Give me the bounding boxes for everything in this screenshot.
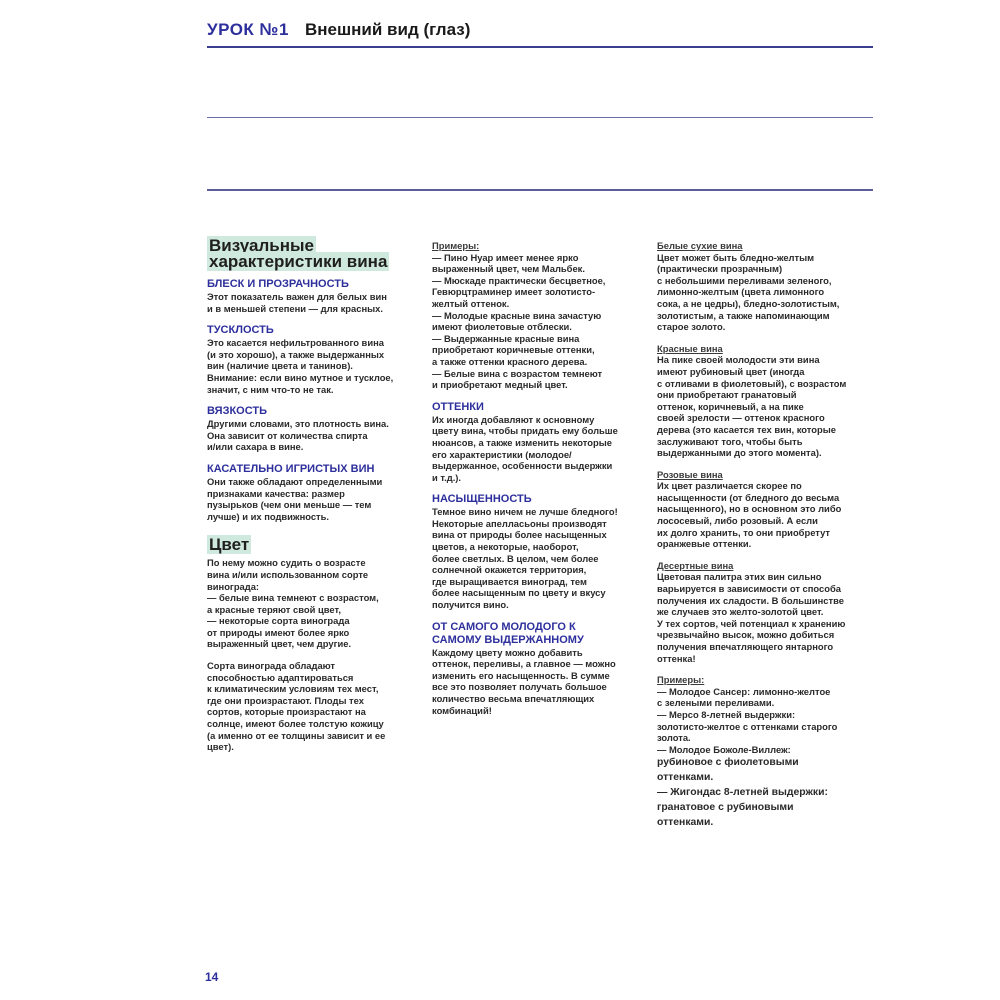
section-title-visual [207,238,417,270]
color-heading: Цвет [209,535,250,555]
paragraph-gloss: Этот показатель важен для белых вин и в меньшей степени — для красных. [207,291,387,314]
paragraph-red: На пике своей молодости эти вина имеют рубиновый цвет (иногда с отливами в фиолетовый), с возрастом они приобретают гранатовый оттенок, коричневый, а на пике своей зрелости — оттенок красного дерева (это касается тех вин, которые заслуживают того, чтобы быть выдержанными до этого момента). [657,354,847,459]
paragraph-dullness: Это касается нефильтрованного вина (и это хорошо), а также выдержанных вин (наличие цвета и танинов). Внимание: если вино мутное и тусклое, значит, с ним что-то не так. [207,337,394,395]
subheading-viscosity: ВЯЗКОСТЬ [207,405,268,418]
paragraph-sparkling: Они также обладают определенными признаками качества: размер пузырьков (чем они меньше — тем лучше) и их подвижность. [207,475,383,522]
subheading-red: Красные вина [657,342,723,354]
subheading-young-to-aged: ОТ САМОГО МОЛОДОГО К САМОМУ ВЫДЕРЖАННОМУ [432,620,584,646]
paragraph-white-dry: Цвет может быть бледно-желтым (практически прозрачным) с небольшими переливами зеленого, лимонно-желтым (цвета лимонного сока, а не цедры), бледно-золотистым, золотистым, а также напоминающим старое золото. [657,251,840,333]
paragraph-color: По нему можно судить о возрасте вина и/или использованном сорте винограда: — белые вина темнеют с возрастом, а красные теряют свой цвет, — некоторые сорта винограда от природы имеют более ярко выраженный цвет, чем другие. [207,557,379,650]
page-number: 14 [205,970,219,984]
examples-heading: Примеры: [432,240,480,251]
section-title-color [207,536,417,553]
paragraph-rose: Их цвет различается скорее по насыщенности (от бледного до весьма насыщенного), но в основном это либо лососевый, либо розовый. А если их долго хранить, то они приобретут оранжевые оттенки. [657,480,842,550]
subheading-tints: ОТТЕНКИ [432,400,484,413]
paragraph-viscosity: Другими словами, это плотность вина. Она зависит от количества спирта и/или сахара в вине. [207,418,389,453]
lesson-title: Внешний вид (глаз) [305,20,471,39]
examples-list-right: — Молодое Сансер: лимонно-желтое с зелеными переливами. — Мерсо 8-летней выдержки: золотисто-желтое с оттенками старого золота. — Молодое Божоле-Виллеж: [657,685,838,755]
column-left [207,238,417,753]
paragraph-tints: Их иногда добавляют к основному цвету вина, чтобы придать ему больше нюансов, а также изменить некоторые его характеристики (молодое/ выдержанное, особенности выдержки и т.д.). [432,413,618,483]
paragraph-dessert: Цветовая палитра этих вин сильно варьируется в зависимости от способа получения их сладости. В большинстве же случаев это желто-золотой цвет. У тех сортов, чей потенциал к хранению чрезвычайно высок, можно добиться получения впечатляющего янтарного оттенка! [657,571,846,664]
note-line-1 [207,117,873,118]
examples-list: — Пино Нуар имеет менее ярко выраженный цвет, чем Мальбек. — Мюскаде практически бесцветное, Гевюрцтраминер имеет золотисто- желтый оттенок. — Молодые красные вина зачастую имеют фиолетовые отблески. — Выдержанные красные вина приобретают коричневые оттенки, а также оттенки красного дерева. — Белые вина с возрастом темнеют и приобретают медный цвет. [432,251,606,391]
subheading-white-dry: Белые сухие вина [657,240,743,251]
examples-list-right-continued: рубиновое с фиолетовыми оттенками. — Жигондас 8-летней выдержки: гранатовое с рубиновыми оттенками. [657,757,828,829]
subheading-rose: Розовые вина [657,468,723,480]
paragraph-saturation: Темное вино ничем не лучше бледного! Некоторые апелласьоны производят вина от природы более насыщенных цветов, а некоторые, наоборот, более светлых. В целом, чем более солнечной окажется территория, где выращивается виноград, тем более насыщенным по цвету и вкусу получится вино. [432,506,618,611]
paragraph-grape-varieties: Сорта винограда обладают способностью адаптироваться к климатическим условиям тех мест, где они произрастают. Плоды тех сортов, которые произрастают на солнце, имеют более толстую кожицу (а именно от ее толщины зависит и ее цвет). [207,660,386,753]
subheading-sparkling: КАСАТЕЛЬНО ИГРИСТЫХ ВИН [207,462,375,475]
subheading-saturation: НАСЫЩЕННОСТЬ [432,493,532,506]
visual-characteristics-heading: Визуальные характеристики вина [209,236,388,271]
lesson-label: УРОК №1 [207,20,289,39]
subheading-gloss: БЛЕСК И ПРОЗРАЧНОСТЬ [207,278,349,290]
subheading-dullness: ТУСКЛОСТЬ [207,324,274,337]
paragraph-young-to-aged: Каждому цвету можно добавить оттенок, переливы, а главное — можно изменить его насыщенность. В сумме все это позволяет получать большое количество весьма впечатляющих комбинаций! [432,646,616,716]
page-header [207,18,873,48]
column-middle [432,240,644,716]
subheading-dessert: Десертные вина [657,559,734,571]
column-right [657,240,871,830]
examples-heading-right: Примеры: [657,674,705,686]
note-line-2 [207,189,873,191]
